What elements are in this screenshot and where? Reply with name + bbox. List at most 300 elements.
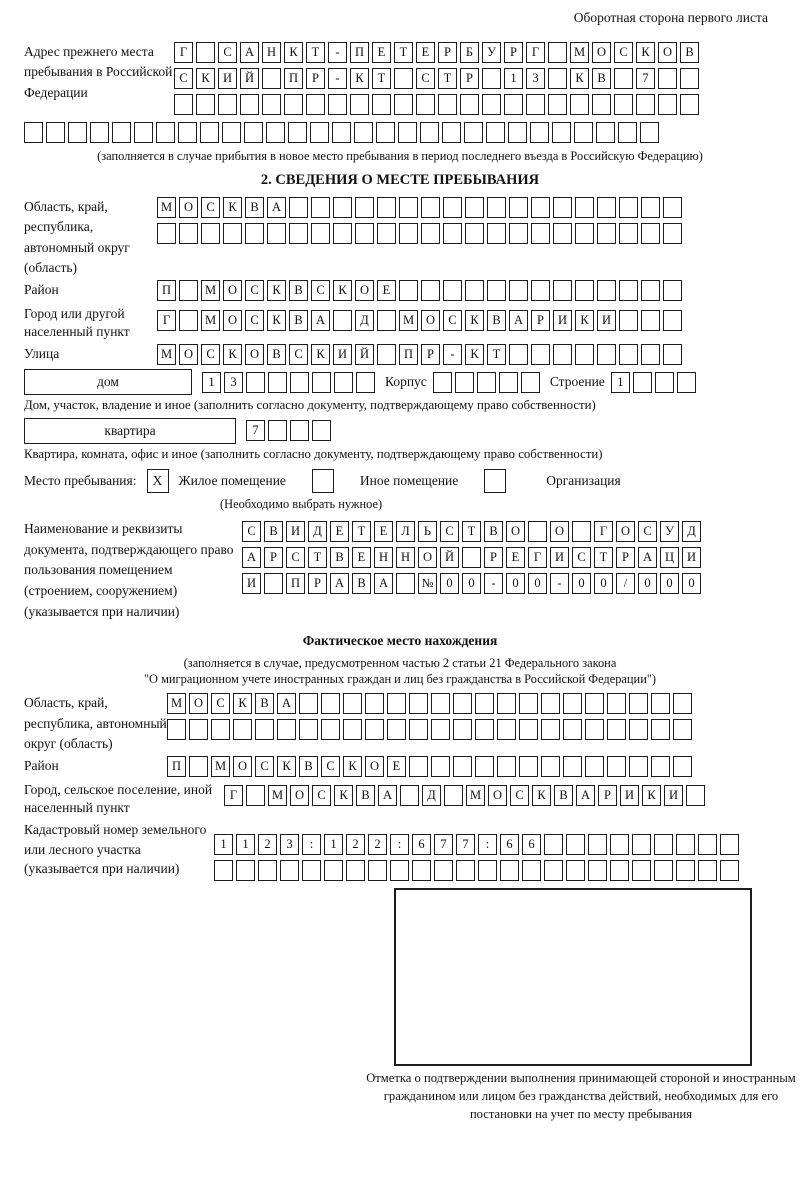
- char-cell[interactable]: К: [334, 785, 353, 806]
- char-cell[interactable]: [443, 197, 462, 218]
- char-cell[interactable]: О: [223, 280, 242, 301]
- char-cell[interactable]: [531, 280, 550, 301]
- char-cell[interactable]: [290, 372, 309, 393]
- char-cell[interactable]: Р: [616, 547, 635, 568]
- char-cell[interactable]: [399, 223, 418, 244]
- char-cell[interactable]: [651, 756, 670, 777]
- char-cell[interactable]: 3: [526, 68, 545, 89]
- char-cell[interactable]: [497, 756, 516, 777]
- char-cell[interactable]: [680, 68, 699, 89]
- char-cell[interactable]: К: [575, 310, 594, 331]
- char-cell[interactable]: [526, 94, 545, 115]
- char-cell[interactable]: [641, 344, 660, 365]
- checkbox-other-premises[interactable]: [312, 469, 334, 493]
- char-cell[interactable]: [280, 860, 299, 881]
- char-cell[interactable]: [289, 223, 308, 244]
- char-cell[interactable]: С: [311, 280, 330, 301]
- char-cell[interactable]: [509, 197, 528, 218]
- char-cell[interactable]: [112, 122, 131, 143]
- char-cell[interactable]: К: [465, 310, 484, 331]
- char-cell[interactable]: [244, 122, 263, 143]
- char-cell[interactable]: [431, 756, 450, 777]
- char-cell[interactable]: [629, 756, 648, 777]
- char-cell[interactable]: А: [576, 785, 595, 806]
- char-cell[interactable]: [233, 719, 252, 740]
- char-cell[interactable]: [464, 122, 483, 143]
- char-cell[interactable]: [211, 719, 230, 740]
- house-type-box[interactable]: дом: [24, 369, 192, 395]
- char-cell[interactable]: [355, 197, 374, 218]
- char-cell[interactable]: К: [233, 693, 252, 714]
- char-cell[interactable]: М: [268, 785, 287, 806]
- char-cell[interactable]: [585, 719, 604, 740]
- char-cell[interactable]: [462, 547, 481, 568]
- char-cell[interactable]: [179, 310, 198, 331]
- char-cell[interactable]: [196, 94, 215, 115]
- char-cell[interactable]: [475, 756, 494, 777]
- char-cell[interactable]: [390, 860, 409, 881]
- char-cell[interactable]: 7: [434, 834, 453, 855]
- char-cell[interactable]: [310, 122, 329, 143]
- char-cell[interactable]: [607, 756, 626, 777]
- char-cell[interactable]: К: [223, 344, 242, 365]
- char-cell[interactable]: [633, 372, 652, 393]
- char-cell[interactable]: [548, 94, 567, 115]
- char-cell[interactable]: [610, 834, 629, 855]
- char-cell[interactable]: А: [311, 310, 330, 331]
- char-cell[interactable]: [563, 756, 582, 777]
- char-cell[interactable]: О: [616, 521, 635, 542]
- char-cell[interactable]: [531, 344, 550, 365]
- char-cell[interactable]: [460, 94, 479, 115]
- char-cell[interactable]: [377, 344, 396, 365]
- char-cell[interactable]: Д: [308, 521, 327, 542]
- char-cell[interactable]: [90, 122, 109, 143]
- char-cell[interactable]: И: [286, 521, 305, 542]
- char-cell[interactable]: [597, 197, 616, 218]
- char-cell[interactable]: Е: [506, 547, 525, 568]
- char-cell[interactable]: Р: [504, 42, 523, 63]
- char-cell[interactable]: Ц: [660, 547, 679, 568]
- char-cell[interactable]: [321, 693, 340, 714]
- char-cell[interactable]: [519, 693, 538, 714]
- char-cell[interactable]: [497, 719, 516, 740]
- char-cell[interactable]: [487, 197, 506, 218]
- char-cell[interactable]: [509, 280, 528, 301]
- char-cell[interactable]: С: [440, 521, 459, 542]
- char-cell[interactable]: В: [352, 573, 371, 594]
- char-cell[interactable]: И: [597, 310, 616, 331]
- char-cell[interactable]: [509, 344, 528, 365]
- char-cell[interactable]: [377, 197, 396, 218]
- char-cell[interactable]: 0: [440, 573, 459, 594]
- char-cell[interactable]: [509, 223, 528, 244]
- char-cell[interactable]: :: [302, 834, 321, 855]
- char-cell[interactable]: [134, 122, 153, 143]
- char-cell[interactable]: И: [218, 68, 237, 89]
- char-cell[interactable]: О: [421, 310, 440, 331]
- char-cell[interactable]: [332, 122, 351, 143]
- char-cell[interactable]: М: [201, 280, 220, 301]
- char-cell[interactable]: 2: [368, 834, 387, 855]
- char-cell[interactable]: -: [484, 573, 503, 594]
- char-cell[interactable]: -: [443, 344, 462, 365]
- char-cell[interactable]: М: [157, 344, 176, 365]
- char-cell[interactable]: [306, 94, 325, 115]
- char-cell[interactable]: [531, 197, 550, 218]
- char-cell[interactable]: [528, 521, 547, 542]
- char-cell[interactable]: Р: [598, 785, 617, 806]
- char-cell[interactable]: [596, 122, 615, 143]
- char-cell[interactable]: [619, 280, 638, 301]
- char-cell[interactable]: [431, 719, 450, 740]
- char-cell[interactable]: [421, 280, 440, 301]
- char-cell[interactable]: [377, 223, 396, 244]
- char-cell[interactable]: Б: [460, 42, 479, 63]
- char-cell[interactable]: А: [242, 547, 261, 568]
- char-cell[interactable]: [443, 223, 462, 244]
- char-cell[interactable]: [544, 860, 563, 881]
- char-cell[interactable]: [222, 122, 241, 143]
- char-cell[interactable]: [614, 68, 633, 89]
- char-cell[interactable]: 0: [594, 573, 613, 594]
- char-cell[interactable]: К: [196, 68, 215, 89]
- char-cell[interactable]: Г: [594, 521, 613, 542]
- char-cell[interactable]: 1: [236, 834, 255, 855]
- char-cell[interactable]: [607, 719, 626, 740]
- char-cell[interactable]: 0: [572, 573, 591, 594]
- char-cell[interactable]: [455, 372, 474, 393]
- char-cell[interactable]: К: [311, 344, 330, 365]
- char-cell[interactable]: 0: [660, 573, 679, 594]
- char-cell[interactable]: -: [328, 68, 347, 89]
- char-cell[interactable]: Ь: [418, 521, 437, 542]
- char-cell[interactable]: С: [174, 68, 193, 89]
- char-cell[interactable]: 6: [500, 834, 519, 855]
- char-cell[interactable]: [288, 122, 307, 143]
- char-cell[interactable]: [178, 122, 197, 143]
- char-cell[interactable]: [629, 693, 648, 714]
- char-cell[interactable]: [354, 122, 373, 143]
- char-cell[interactable]: [548, 68, 567, 89]
- char-cell[interactable]: [541, 693, 560, 714]
- char-cell[interactable]: [453, 719, 472, 740]
- char-cell[interactable]: С: [245, 310, 264, 331]
- char-cell[interactable]: О: [233, 756, 252, 777]
- char-cell[interactable]: П: [167, 756, 186, 777]
- char-cell[interactable]: [431, 693, 450, 714]
- char-cell[interactable]: [482, 94, 501, 115]
- char-cell[interactable]: 1: [611, 372, 630, 393]
- char-cell[interactable]: О: [290, 785, 309, 806]
- char-cell[interactable]: Д: [682, 521, 701, 542]
- char-cell[interactable]: [544, 834, 563, 855]
- char-cell[interactable]: Е: [352, 547, 371, 568]
- char-cell[interactable]: [499, 372, 518, 393]
- char-cell[interactable]: 0: [638, 573, 657, 594]
- char-cell[interactable]: [311, 223, 330, 244]
- char-cell[interactable]: [196, 42, 215, 63]
- char-cell[interactable]: [575, 223, 594, 244]
- char-cell[interactable]: Т: [306, 42, 325, 63]
- char-cell[interactable]: [290, 420, 309, 441]
- char-cell[interactable]: [302, 860, 321, 881]
- char-cell[interactable]: В: [356, 785, 375, 806]
- char-cell[interactable]: [240, 94, 259, 115]
- char-cell[interactable]: Д: [422, 785, 441, 806]
- char-cell[interactable]: [179, 223, 198, 244]
- char-cell[interactable]: Д: [355, 310, 374, 331]
- char-cell[interactable]: С: [312, 785, 331, 806]
- char-cell[interactable]: [167, 719, 186, 740]
- char-cell[interactable]: [676, 860, 695, 881]
- char-cell[interactable]: [284, 94, 303, 115]
- char-cell[interactable]: М: [399, 310, 418, 331]
- char-cell[interactable]: С: [638, 521, 657, 542]
- char-cell[interactable]: [663, 197, 682, 218]
- char-cell[interactable]: [655, 372, 674, 393]
- char-cell[interactable]: В: [592, 68, 611, 89]
- char-cell[interactable]: [658, 94, 677, 115]
- char-cell[interactable]: М: [157, 197, 176, 218]
- char-cell[interactable]: [343, 693, 362, 714]
- char-cell[interactable]: Й: [355, 344, 374, 365]
- char-cell[interactable]: [236, 860, 255, 881]
- char-cell[interactable]: В: [289, 310, 308, 331]
- char-cell[interactable]: Г: [157, 310, 176, 331]
- char-cell[interactable]: А: [240, 42, 259, 63]
- char-cell[interactable]: Р: [438, 42, 457, 63]
- char-cell[interactable]: [328, 94, 347, 115]
- char-cell[interactable]: [676, 834, 695, 855]
- char-cell[interactable]: С: [211, 693, 230, 714]
- char-cell[interactable]: К: [642, 785, 661, 806]
- char-cell[interactable]: [299, 719, 318, 740]
- char-cell[interactable]: К: [570, 68, 589, 89]
- char-cell[interactable]: [519, 756, 538, 777]
- char-cell[interactable]: У: [660, 521, 679, 542]
- checkbox-residential[interactable]: X: [147, 469, 169, 493]
- char-cell[interactable]: [487, 223, 506, 244]
- char-cell[interactable]: [619, 223, 638, 244]
- char-cell[interactable]: [333, 310, 352, 331]
- apartment-type-box[interactable]: квартира: [24, 418, 236, 444]
- char-cell[interactable]: [482, 68, 501, 89]
- char-cell[interactable]: [24, 122, 43, 143]
- char-cell[interactable]: [456, 860, 475, 881]
- char-cell[interactable]: Е: [374, 521, 393, 542]
- char-cell[interactable]: В: [487, 310, 506, 331]
- char-cell[interactable]: [486, 122, 505, 143]
- char-cell[interactable]: А: [267, 197, 286, 218]
- char-cell[interactable]: [641, 197, 660, 218]
- char-cell[interactable]: [632, 860, 651, 881]
- char-cell[interactable]: -: [550, 573, 569, 594]
- char-cell[interactable]: [477, 372, 496, 393]
- char-cell[interactable]: Л: [396, 521, 415, 542]
- char-cell[interactable]: [368, 860, 387, 881]
- char-cell[interactable]: [553, 280, 572, 301]
- char-cell[interactable]: К: [267, 280, 286, 301]
- char-cell[interactable]: Т: [438, 68, 457, 89]
- char-cell[interactable]: [575, 197, 594, 218]
- char-cell[interactable]: [409, 693, 428, 714]
- char-cell[interactable]: С: [416, 68, 435, 89]
- char-cell[interactable]: П: [157, 280, 176, 301]
- char-cell[interactable]: [475, 693, 494, 714]
- char-cell[interactable]: С: [245, 280, 264, 301]
- char-cell[interactable]: [245, 223, 264, 244]
- char-cell[interactable]: И: [553, 310, 572, 331]
- char-cell[interactable]: В: [267, 344, 286, 365]
- char-cell[interactable]: О: [355, 280, 374, 301]
- char-cell[interactable]: О: [365, 756, 384, 777]
- char-cell[interactable]: [663, 223, 682, 244]
- char-cell[interactable]: [218, 94, 237, 115]
- char-cell[interactable]: [365, 693, 384, 714]
- char-cell[interactable]: И: [333, 344, 352, 365]
- char-cell[interactable]: В: [554, 785, 573, 806]
- char-cell[interactable]: [465, 197, 484, 218]
- char-cell[interactable]: [246, 785, 265, 806]
- char-cell[interactable]: [420, 122, 439, 143]
- char-cell[interactable]: [619, 197, 638, 218]
- char-cell[interactable]: [597, 280, 616, 301]
- char-cell[interactable]: [478, 860, 497, 881]
- char-cell[interactable]: [673, 719, 692, 740]
- char-cell[interactable]: [433, 372, 452, 393]
- char-cell[interactable]: С: [218, 42, 237, 63]
- char-cell[interactable]: [255, 719, 274, 740]
- checkbox-organization[interactable]: [484, 469, 506, 493]
- char-cell[interactable]: :: [478, 834, 497, 855]
- char-cell[interactable]: [632, 834, 651, 855]
- char-cell[interactable]: [398, 122, 417, 143]
- char-cell[interactable]: К: [465, 344, 484, 365]
- char-cell[interactable]: Р: [421, 344, 440, 365]
- char-cell[interactable]: М: [211, 756, 230, 777]
- char-cell[interactable]: [421, 223, 440, 244]
- char-cell[interactable]: П: [399, 344, 418, 365]
- char-cell[interactable]: С: [572, 547, 591, 568]
- char-cell[interactable]: [387, 693, 406, 714]
- char-cell[interactable]: [592, 94, 611, 115]
- char-cell[interactable]: С: [286, 547, 305, 568]
- char-cell[interactable]: 1: [504, 68, 523, 89]
- char-cell[interactable]: [651, 693, 670, 714]
- char-cell[interactable]: [720, 860, 739, 881]
- char-cell[interactable]: [201, 223, 220, 244]
- char-cell[interactable]: [465, 280, 484, 301]
- char-cell[interactable]: [200, 122, 219, 143]
- char-cell[interactable]: [266, 122, 285, 143]
- char-cell[interactable]: [214, 860, 233, 881]
- char-cell[interactable]: [541, 719, 560, 740]
- char-cell[interactable]: О: [488, 785, 507, 806]
- char-cell[interactable]: Е: [377, 280, 396, 301]
- char-cell[interactable]: Т: [308, 547, 327, 568]
- char-cell[interactable]: 6: [522, 834, 541, 855]
- char-cell[interactable]: [636, 94, 655, 115]
- char-cell[interactable]: [575, 280, 594, 301]
- char-cell[interactable]: [651, 719, 670, 740]
- char-cell[interactable]: К: [223, 197, 242, 218]
- char-cell[interactable]: [179, 280, 198, 301]
- char-cell[interactable]: 0: [682, 573, 701, 594]
- char-cell[interactable]: В: [680, 42, 699, 63]
- char-cell[interactable]: [680, 94, 699, 115]
- char-cell[interactable]: [262, 68, 281, 89]
- char-cell[interactable]: [497, 693, 516, 714]
- char-cell[interactable]: 1: [214, 834, 233, 855]
- char-cell[interactable]: 3: [224, 372, 243, 393]
- char-cell[interactable]: /: [616, 573, 635, 594]
- char-cell[interactable]: [356, 372, 375, 393]
- char-cell[interactable]: [438, 94, 457, 115]
- char-cell[interactable]: [189, 756, 208, 777]
- char-cell[interactable]: [658, 68, 677, 89]
- char-cell[interactable]: [223, 223, 242, 244]
- char-cell[interactable]: А: [378, 785, 397, 806]
- char-cell[interactable]: [377, 310, 396, 331]
- char-cell[interactable]: -: [328, 42, 347, 63]
- char-cell[interactable]: 3: [280, 834, 299, 855]
- char-cell[interactable]: [641, 310, 660, 331]
- char-cell[interactable]: [698, 834, 717, 855]
- char-cell[interactable]: [416, 94, 435, 115]
- char-cell[interactable]: В: [289, 280, 308, 301]
- char-cell[interactable]: Е: [372, 42, 391, 63]
- char-cell[interactable]: [264, 573, 283, 594]
- char-cell[interactable]: О: [223, 310, 242, 331]
- char-cell[interactable]: [409, 719, 428, 740]
- char-cell[interactable]: Т: [394, 42, 413, 63]
- char-cell[interactable]: 1: [202, 372, 221, 393]
- char-cell[interactable]: [641, 223, 660, 244]
- char-cell[interactable]: [574, 122, 593, 143]
- char-cell[interactable]: [68, 122, 87, 143]
- char-cell[interactable]: [607, 693, 626, 714]
- char-cell[interactable]: Е: [330, 521, 349, 542]
- char-cell[interactable]: [686, 785, 705, 806]
- char-cell[interactable]: О: [550, 521, 569, 542]
- char-cell[interactable]: [530, 122, 549, 143]
- char-cell[interactable]: В: [264, 521, 283, 542]
- char-cell[interactable]: :: [390, 834, 409, 855]
- char-cell[interactable]: 7: [636, 68, 655, 89]
- char-cell[interactable]: И: [664, 785, 683, 806]
- char-cell[interactable]: [541, 756, 560, 777]
- char-cell[interactable]: [663, 310, 682, 331]
- char-cell[interactable]: [698, 860, 717, 881]
- char-cell[interactable]: [421, 197, 440, 218]
- char-cell[interactable]: О: [658, 42, 677, 63]
- char-cell[interactable]: О: [179, 344, 198, 365]
- char-cell[interactable]: [575, 344, 594, 365]
- char-cell[interactable]: [588, 860, 607, 881]
- char-cell[interactable]: [552, 122, 571, 143]
- char-cell[interactable]: [673, 693, 692, 714]
- char-cell[interactable]: И: [242, 573, 261, 594]
- char-cell[interactable]: Т: [462, 521, 481, 542]
- char-cell[interactable]: [588, 834, 607, 855]
- char-cell[interactable]: [443, 280, 462, 301]
- char-cell[interactable]: [629, 719, 648, 740]
- char-cell[interactable]: И: [550, 547, 569, 568]
- char-cell[interactable]: Т: [372, 68, 391, 89]
- char-cell[interactable]: [372, 94, 391, 115]
- char-cell[interactable]: [312, 372, 331, 393]
